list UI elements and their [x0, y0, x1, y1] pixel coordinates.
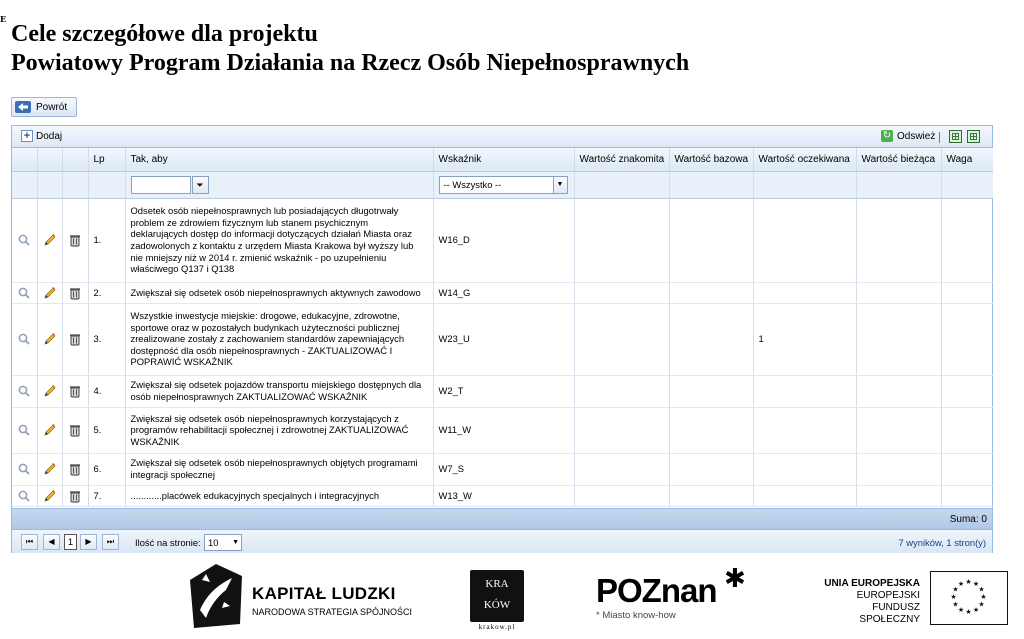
back-button[interactable] — [11, 97, 77, 117]
page-size-value: 10 — [208, 537, 219, 548]
row-wartosc-znakomita — [574, 375, 669, 407]
prev-page-button[interactable]: ◀ — [43, 534, 60, 550]
row-lp: 6. — [88, 453, 125, 485]
row-wartosc-biezaca — [856, 375, 941, 407]
table-row[interactable] — [12, 303, 993, 375]
svg-text:★: ★ — [980, 593, 987, 601]
kapital-title: KAPITAŁ LUDZKI — [252, 584, 396, 603]
svg-text:★: ★ — [978, 600, 985, 609]
svg-text:★: ★ — [978, 585, 985, 594]
summary-bar — [12, 508, 992, 529]
col-tak-aby[interactable]: Tak, aby — [125, 148, 433, 171]
row-wskaznik: W2_T — [433, 375, 574, 407]
trash-icon[interactable] — [68, 384, 82, 398]
pager — [12, 529, 992, 553]
row-waga — [941, 282, 993, 303]
table-row[interactable] — [12, 375, 993, 407]
pencil-icon[interactable] — [43, 489, 57, 503]
pencil-icon[interactable] — [43, 423, 57, 437]
krakow-logo — [470, 570, 524, 632]
export-excel-icon[interactable] — [949, 130, 962, 143]
row-wartosc-bazowa — [669, 453, 753, 485]
row-wartosc-znakomita — [574, 485, 669, 506]
row-wartosc-oczekiwana — [753, 282, 856, 303]
kapital-ludzki-emblem-icon — [186, 562, 246, 630]
row-wartosc-biezaca — [856, 407, 941, 453]
table-row[interactable] — [12, 198, 993, 282]
arrow-left-icon — [15, 101, 31, 113]
row-tak-aby: Zwiększał się odsetek osób niepełnosprawnych objętych programami integracji społecznej — [125, 453, 433, 485]
row-wartosc-bazowa — [669, 485, 753, 506]
row-tak-aby: ............placówek edukacyjnych specjalnych i integracyjnych — [125, 485, 433, 506]
sum-text: Suma: 0 — [949, 514, 987, 525]
row-lp: 1. — [88, 198, 125, 282]
magnifier-icon[interactable] — [17, 384, 31, 398]
table-row[interactable] — [12, 453, 993, 485]
svg-text:★: ★ — [965, 578, 972, 586]
first-page-button[interactable]: ⏮ — [21, 534, 38, 550]
wskaznik-filter-select[interactable] — [439, 176, 568, 194]
grid-toolbar — [12, 126, 992, 148]
export-csv-icon[interactable] — [967, 130, 980, 143]
goals-table — [12, 148, 993, 507]
pencil-icon[interactable] — [43, 286, 57, 300]
page-size-label: Ilość na stronie: — [135, 537, 201, 548]
poznan-name: POZnan — [596, 572, 717, 609]
row-waga — [941, 303, 993, 375]
row-wartosc-oczekiwana — [753, 375, 856, 407]
pencil-icon[interactable] — [43, 384, 57, 398]
svg-text:★: ★ — [965, 608, 972, 616]
poznan-tagline: * Miasto know-how — [596, 610, 676, 621]
trash-icon[interactable] — [68, 332, 82, 346]
col-wartosc-bazowa[interactable]: Wartość bazowa — [669, 148, 753, 171]
row-wskaznik: W23_U — [433, 303, 574, 375]
row-tak-aby: Wszystkie inwestycje miejskie: drogowe, edukacyjne, zdrowotne, sportowe oraz w pozostałych budynkach użyteczności publicznej zrealizowane zostały z zachowaniem standardów zapewniających dostępność dla osób niepełnosprawnych - ZAKTUALIZOWAĆ I POPRAWIĆ WSKAŹNIK — [125, 303, 433, 375]
row-wartosc-oczekiwana — [753, 485, 856, 506]
table-header — [12, 148, 993, 171]
row-tak-aby: Zwiększał się odsetek pojazdów transportu miejskiego dostępnych dla osób niepełnosprawnych ZAKTUALIZOWAĆ WSKAŹNIK — [125, 375, 433, 407]
trash-icon[interactable] — [68, 462, 82, 476]
svg-text:★: ★ — [952, 585, 959, 594]
page-title-line2: Powiatowy Program Działania na Rzecz Osób Niepełnosprawnych — [11, 50, 690, 76]
filter-icon[interactable]: ⏷ — [192, 176, 209, 194]
tak-aby-filter-input[interactable] — [131, 176, 191, 194]
row-waga — [941, 407, 993, 453]
add-button-label: Dodaj — [36, 130, 63, 142]
magnifier-icon[interactable] — [17, 423, 31, 437]
row-wskaznik: W7_S — [433, 453, 574, 485]
refresh-button-label: Odswież — [897, 130, 936, 142]
pencil-icon[interactable] — [43, 332, 57, 346]
chevron-down-icon: ▼ — [232, 539, 239, 546]
table-row[interactable] — [12, 282, 993, 303]
row-lp: 5. — [88, 407, 125, 453]
svg-text:★: ★ — [972, 606, 980, 614]
eu-fund-logo — [812, 578, 920, 626]
page-title-line1: Cele szczegółowe dla projektu — [11, 21, 318, 47]
row-wartosc-biezaca — [856, 485, 941, 506]
row-wartosc-biezaca — [856, 282, 941, 303]
back-button-label: Powrót — [36, 101, 68, 113]
refresh-button[interactable] — [881, 130, 935, 142]
magnifier-icon[interactable] — [17, 489, 31, 503]
col-wartosc-oczekiwana[interactable]: Wartość oczekiwana — [753, 148, 856, 171]
col-wartosc-znakomita[interactable]: Wartość znakomita — [574, 148, 669, 171]
poznan-asterisk-icon: ✱ — [724, 564, 746, 594]
logo-bar — [0, 560, 1024, 639]
krakow-logo-line2: KÓW — [483, 599, 511, 611]
row-tak-aby: Zwiększał się odsetek osób niepełnosprawnych korzystających z programów rehabilitacji społecznej i zdrowotnej ZAKTUALIZOWAĆ WSKAŹNIK — [125, 407, 433, 453]
row-lp: 2. — [88, 282, 125, 303]
chevron-down-icon: ▼ — [553, 177, 567, 193]
next-page-button[interactable]: ▶ — [80, 534, 97, 550]
svg-text:★: ★ — [950, 593, 957, 601]
row-wartosc-bazowa — [669, 407, 753, 453]
row-wartosc-znakomita — [574, 282, 669, 303]
row-wartosc-biezaca — [856, 198, 941, 282]
current-page[interactable]: 1 — [64, 534, 77, 550]
row-waga — [941, 375, 993, 407]
eu-line1: UNIA EUROPEJSKA — [824, 578, 920, 589]
last-page-button[interactable]: ⏭ — [102, 534, 119, 550]
table-row[interactable] — [12, 407, 993, 453]
row-lp: 4. — [88, 375, 125, 407]
row-wskaznik: W13_W — [433, 485, 574, 506]
row-wartosc-bazowa — [669, 303, 753, 375]
row-wartosc-bazowa — [669, 198, 753, 282]
col-view — [12, 148, 37, 171]
svg-text:★: ★ — [957, 580, 965, 588]
eu-line3: FUNDUSZ SPOŁECZNY — [859, 602, 920, 625]
row-wskaznik: W16_D — [433, 198, 574, 282]
col-waga[interactable]: Waga — [941, 148, 993, 171]
add-button[interactable] — [21, 130, 62, 142]
data-grid — [11, 125, 993, 553]
row-wartosc-znakomita — [574, 198, 669, 282]
svg-text:★: ★ — [972, 580, 980, 588]
svg-text:★: ★ — [957, 606, 965, 614]
eu-flag-icon — [930, 571, 1008, 625]
table-row[interactable] — [12, 485, 993, 506]
magnifier-icon[interactable] — [17, 286, 31, 300]
toolbar-separator — [939, 132, 940, 143]
page-size-select[interactable] — [204, 534, 242, 551]
row-lp: 3. — [88, 303, 125, 375]
row-wartosc-bazowa — [669, 375, 753, 407]
row-waga — [941, 198, 993, 282]
row-waga — [941, 453, 993, 485]
magnifier-icon[interactable] — [17, 462, 31, 476]
filter-row — [12, 171, 993, 198]
pager-info: 7 wyników, 1 stron(y) — [898, 537, 986, 548]
trash-icon[interactable] — [68, 489, 82, 503]
col-delete — [62, 148, 88, 171]
row-wartosc-oczekiwana — [753, 407, 856, 453]
col-edit — [37, 148, 62, 171]
kapital-subtitle: NARODOWA STRATEGIA SPÓJNOŚCI — [252, 607, 413, 617]
page-title — [11, 20, 689, 78]
magnifier-icon[interactable] — [17, 332, 31, 346]
refresh-icon: ↻ — [882, 130, 892, 141]
row-wartosc-bazowa — [669, 282, 753, 303]
row-wartosc-oczekiwana: 1 — [753, 303, 856, 375]
row-wartosc-biezaca — [856, 453, 941, 485]
poznan-logo — [596, 574, 717, 621]
row-wartosc-biezaca — [856, 303, 941, 375]
col-wskaznik[interactable]: Wskaźnik — [433, 148, 574, 171]
kapital-ludzki-logo — [252, 584, 412, 617]
row-wartosc-znakomita — [574, 453, 669, 485]
row-wartosc-znakomita — [574, 407, 669, 453]
krakow-logo-line1: KRA — [485, 578, 509, 590]
row-wartosc-oczekiwana — [753, 198, 856, 282]
row-wskaznik: W11_W — [433, 407, 574, 453]
col-wartosc-biezaca[interactable]: Wartość bieżąca — [856, 148, 941, 171]
col-lp[interactable]: Lp — [88, 148, 125, 171]
row-tak-aby: Odsetek osób niepełnosprawnych lub posiadających długotrwały problem ze zdrowiem fizycznym lub stanem psychicznym deklarujących dostęp do informacji dotyczących działań Miasta oraz zadowolonych z kontaktu z urzędem Miasta Krakowa był wyższy lub nie mniejszy niż w 2014 r. zmienić wskaźnik - po uzupełnieniu właściwego Q137 i Q138 — [125, 198, 433, 282]
pencil-icon[interactable] — [43, 233, 57, 247]
row-wartosc-oczekiwana — [753, 453, 856, 485]
svg-text:★: ★ — [952, 600, 959, 609]
trash-icon[interactable] — [68, 286, 82, 300]
trash-icon[interactable] — [68, 233, 82, 247]
krakow-url: krakow.pl — [478, 623, 516, 631]
plus-icon: + — [21, 130, 33, 142]
wskaznik-filter-value: -- Wszystko -- — [443, 178, 502, 190]
eu-line2: EUROPEJSKI — [856, 590, 920, 601]
row-tak-aby: Zwiększał się odsetek osób niepełnosprawnych aktywnych zawodowo — [125, 282, 433, 303]
row-wartosc-znakomita — [574, 303, 669, 375]
row-waga — [941, 485, 993, 506]
corner-mark: E — [0, 14, 7, 24]
pencil-icon[interactable] — [43, 462, 57, 476]
trash-icon[interactable] — [68, 423, 82, 437]
magnifier-icon[interactable] — [17, 233, 31, 247]
row-lp: 7. — [88, 485, 125, 506]
row-wskaznik: W14_G — [433, 282, 574, 303]
